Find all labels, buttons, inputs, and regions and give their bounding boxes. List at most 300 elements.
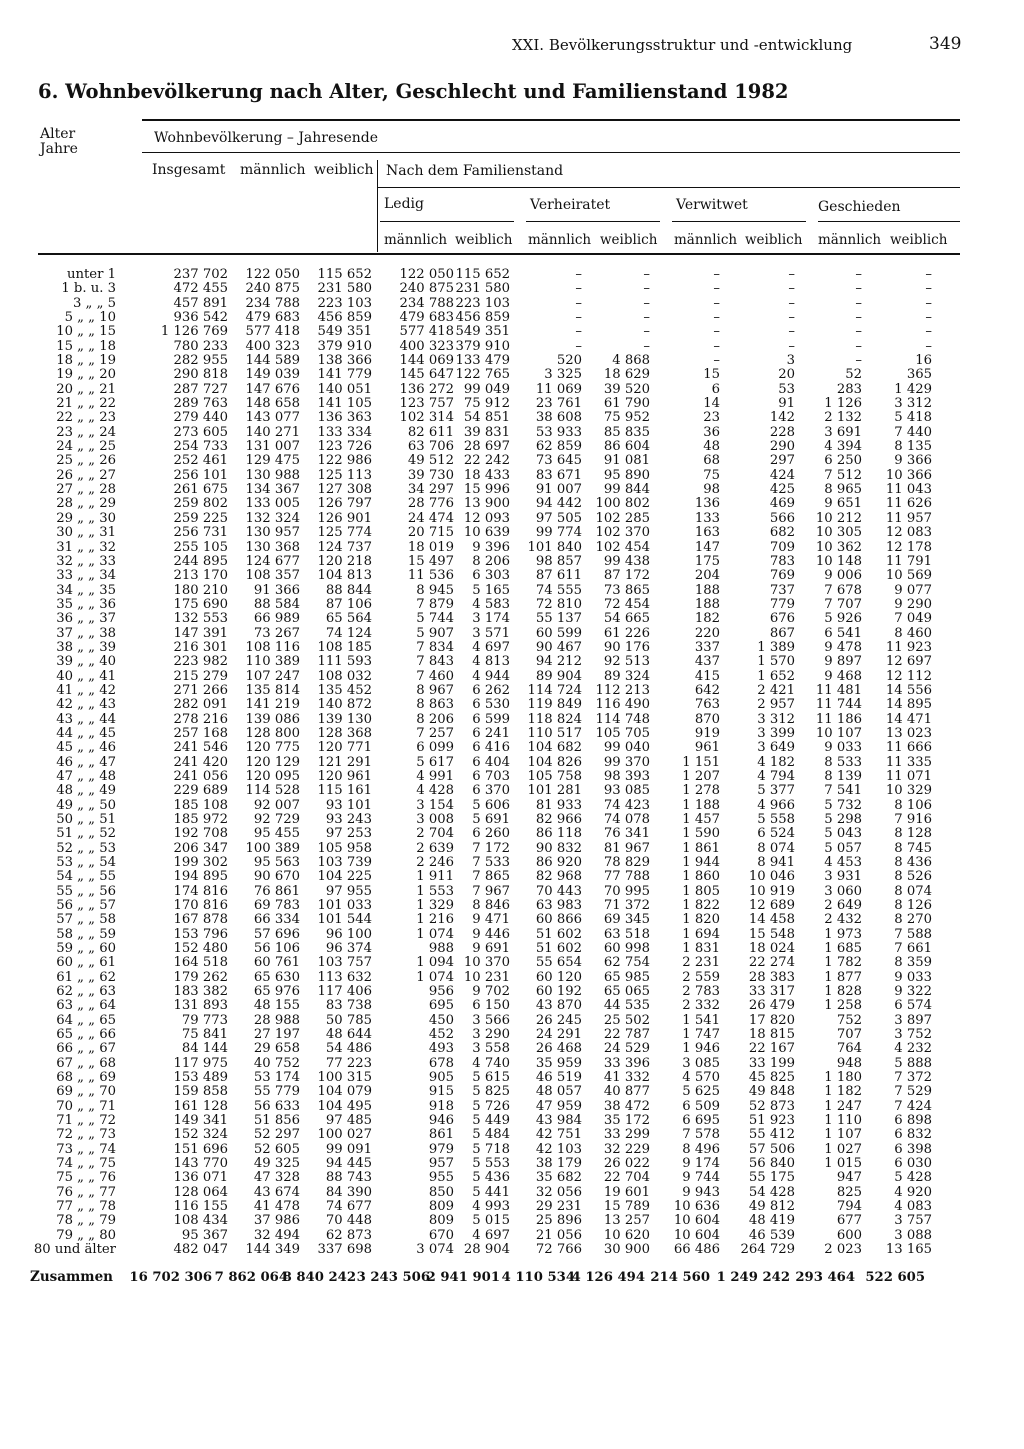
cell-weiblich: 124 737	[317, 539, 372, 555]
cell-weiblich: 83 738	[325, 998, 372, 1014]
cell-ledig-maennlich: 82 611	[407, 424, 454, 440]
cell-ledig-maennlich: 861	[428, 1127, 454, 1143]
cell-ledig-weiblich: 133 479	[455, 353, 510, 368]
age-group-label: 73 „ „ 74	[56, 1141, 116, 1157]
cell-verwitwet-weiblich: 91	[778, 396, 795, 412]
cell-verheiratet-maennlich: 81 933	[535, 797, 582, 813]
cell-ledig-maennlich: 18 019	[407, 539, 454, 555]
cell-verwitwet-weiblich: 566	[769, 510, 795, 526]
cell-verwitwet-maennlich: 188	[694, 582, 720, 598]
cell-ledig-weiblich: 9 471	[472, 912, 510, 928]
cell-verwitwet-maennlich: –	[713, 353, 720, 368]
verheiratet-label: Verheiratet	[530, 197, 611, 213]
cell-weiblich: 70 448	[325, 1213, 372, 1229]
cell-verheiratet-maennlich: 87 611	[535, 568, 582, 584]
cell-verwitwet-maennlich: 1 861	[682, 840, 720, 856]
cell-maennlich: 143 077	[245, 410, 300, 426]
cell-insgesamt: 482 047	[173, 1242, 228, 1258]
cell-verwitwet-weiblich: 55 412	[748, 1127, 795, 1143]
cell-verwitwet-weiblich: 8 941	[757, 854, 795, 870]
cell-verheiratet-weiblich: 25 502	[603, 1012, 650, 1028]
wohnbevoelkerung-label: Wohnbevölkerung – Jahresende	[154, 130, 379, 146]
cell-geschieden-maennlich: 764	[836, 1041, 862, 1057]
cell-geschieden-weiblich: 1 429	[894, 381, 932, 397]
cell-geschieden-maennlich: 9 468	[824, 668, 862, 684]
cell-ledig-weiblich: 10 231	[463, 969, 510, 985]
cell-geschieden-weiblich: 16	[915, 353, 932, 368]
cell-weiblich: 117 406	[317, 984, 372, 999]
cell-verwitwet-maennlich: 7 578	[682, 1127, 720, 1143]
weiblich-label: weiblich	[314, 162, 374, 178]
cell-maennlich: 147 676	[245, 381, 300, 397]
cell-geschieden-maennlich: 1 828	[824, 984, 862, 999]
cell-geschieden-weiblich: 7 372	[894, 1070, 932, 1085]
cell-ledig-weiblich: 6 599	[472, 711, 510, 727]
cell-verheiratet-maennlich: 114 724	[527, 682, 582, 698]
cell-verwitwet-weiblich: 18 024	[748, 941, 795, 956]
cell-geschieden-maennlich: 7 678	[824, 582, 862, 598]
subheading-maennlich: männlich	[528, 232, 592, 248]
cell-insgesamt: 161 128	[173, 1098, 228, 1114]
cell-verwitwet-weiblich: 783	[769, 553, 795, 569]
cell-verwitwet-weiblich: 57 506	[748, 1141, 795, 1157]
cell-geschieden-weiblich: –	[925, 338, 932, 354]
cell-ledig-maennlich: 4 428	[416, 783, 454, 799]
cell-ledig-maennlich: 2 639	[416, 840, 454, 856]
cell-verheiratet-maennlich: 60 120	[535, 969, 582, 985]
cell-geschieden-maennlich: –	[855, 267, 862, 282]
cell-geschieden-weiblich: 3 088	[894, 1227, 932, 1243]
cell-verwitwet-maennlich: 188	[694, 596, 720, 612]
cell-verheiratet-maennlich: 26 245	[535, 1012, 582, 1028]
cell-verwitwet-weiblich: 290	[769, 439, 795, 455]
cell-verwitwet-weiblich: –	[788, 310, 795, 325]
age-group-label: 64 „ „ 65	[56, 1012, 116, 1028]
cell-ledig-maennlich: 1 911	[416, 869, 454, 885]
alter-label: Alter	[40, 126, 76, 142]
cell-ledig-maennlich: 670	[428, 1227, 454, 1243]
cell-verwitwet-maennlich: 919	[694, 725, 720, 741]
cell-verwitwet-maennlich: 15	[703, 367, 720, 383]
cell-ledig-maennlich: 136 272	[399, 381, 454, 397]
cell-ledig-weiblich: 8 846	[472, 898, 510, 913]
cell-maennlich: 40 752	[253, 1055, 300, 1071]
cell-weiblich: 122 986	[317, 453, 372, 469]
cell-maennlich: 41 478	[253, 1199, 300, 1215]
cell-geschieden-weiblich: 8 359	[894, 955, 932, 971]
cell-verwitwet-maennlich: 2 332	[682, 998, 720, 1014]
cell-maennlich: 114 528	[245, 783, 300, 799]
cell-verwitwet-weiblich: 4 794	[757, 768, 795, 784]
age-group-label: 42 „ „ 43	[56, 697, 116, 713]
age-group-label: 61 „ „ 62	[56, 969, 116, 985]
cell-verheiratet-maennlich: 72 766	[535, 1242, 582, 1258]
age-group-label: 80 und älter	[33, 1242, 116, 1258]
cell-verwitwet-maennlich: –	[713, 310, 720, 325]
cell-verheiratet-maennlich: 83 671	[535, 467, 582, 483]
cell-insgesamt: 256 101	[173, 467, 228, 483]
cell-geschieden-maennlich: 1 685	[824, 941, 862, 956]
age-group-label: 38 „ „ 39	[56, 639, 116, 655]
cell-ledig-maennlich: 102 314	[399, 410, 454, 426]
cell-geschieden-maennlich: –	[855, 295, 862, 311]
cell-ledig-weiblich: 231 580	[455, 281, 510, 297]
cell-ledig-maennlich: 122 050	[399, 267, 454, 282]
cell-geschieden-maennlich: 707	[836, 1027, 862, 1042]
cell-ledig-maennlich: 34 297	[407, 482, 454, 498]
cell-geschieden-maennlich: 9 651	[824, 496, 862, 512]
cell-ledig-maennlich: 946	[428, 1113, 454, 1129]
cell-geschieden-weiblich: 6 030	[894, 1156, 932, 1172]
cell-ledig-weiblich: 7 172	[472, 840, 510, 856]
cell-geschieden-weiblich: 10 329	[885, 783, 932, 799]
cell-weiblich: 88 844	[325, 582, 372, 598]
cell-verheiratet-weiblich: 99 040	[603, 740, 650, 756]
cell-weiblich: 138 366	[317, 353, 372, 368]
cell-weiblich: 105 958	[317, 840, 372, 856]
cell-geschieden-maennlich: 11 744	[815, 697, 862, 713]
cell-maennlich: 134 367	[245, 482, 300, 498]
cell-geschieden-weiblich: 4 232	[894, 1041, 932, 1057]
cell-verheiratet-weiblich: –	[643, 324, 650, 340]
cell-verwitwet-weiblich: 425	[769, 482, 795, 498]
cell-maennlich: 47 328	[253, 1170, 300, 1186]
total-verheiratet-maennlich: 4 110 534	[501, 1270, 575, 1285]
cell-verheiratet-maennlich: 43 984	[535, 1113, 582, 1129]
cell-verwitwet-maennlich: 1 207	[682, 768, 720, 784]
cell-weiblich: 126 901	[317, 510, 372, 526]
age-group-label: 78 „ „ 79	[56, 1213, 116, 1229]
cell-ledig-weiblich: 3 558	[472, 1041, 510, 1057]
cell-maennlich: 69 783	[253, 898, 300, 913]
cell-verwitwet-maennlich: 6 695	[682, 1113, 720, 1129]
cell-maennlich: 128 800	[245, 725, 300, 741]
cell-geschieden-weiblich: –	[925, 267, 932, 282]
cell-verheiratet-maennlich: 46 519	[535, 1070, 582, 1085]
cell-insgesamt: 287 727	[173, 381, 228, 397]
cell-weiblich: 125 774	[317, 525, 372, 541]
cell-verwitwet-weiblich: 2 421	[757, 682, 795, 698]
cell-maennlich: 32 494	[253, 1227, 300, 1243]
cell-verheiratet-maennlich: 104 682	[527, 740, 582, 756]
cell-ledig-weiblich: 5 606	[472, 797, 510, 813]
cell-weiblich: 223 103	[317, 295, 372, 311]
total-verheiratet-weiblich: 4 126 494	[571, 1270, 645, 1285]
cell-verwitwet-maennlich: –	[713, 324, 720, 340]
cell-insgesamt: 936 542	[173, 310, 228, 325]
cell-verheiratet-maennlich: 60 866	[535, 912, 582, 928]
cell-verheiratet-maennlich: 118 824	[527, 711, 582, 727]
cell-ledig-maennlich: 7 834	[416, 639, 454, 655]
cell-geschieden-maennlich: 10 107	[815, 725, 862, 741]
top-rule	[142, 119, 960, 121]
cell-geschieden-weiblich: 8 106	[894, 797, 932, 813]
cell-geschieden-maennlich: 1 258	[824, 998, 862, 1014]
cell-geschieden-weiblich: 7 424	[894, 1098, 932, 1114]
cell-geschieden-weiblich: 9 077	[894, 582, 932, 598]
cell-verwitwet-maennlich: 220	[694, 625, 720, 641]
cell-verheiratet-weiblich: 65 065	[603, 984, 650, 999]
cell-ledig-maennlich: 11 536	[407, 568, 454, 584]
cell-geschieden-maennlich: 825	[836, 1184, 862, 1200]
cell-verheiratet-maennlich: –	[575, 295, 582, 311]
cell-ledig-maennlich: 8 945	[416, 582, 454, 598]
cell-geschieden-maennlich: 283	[836, 381, 862, 397]
cell-verwitwet-maennlich: –	[713, 295, 720, 311]
cell-maennlich: 148 658	[245, 396, 300, 412]
cell-verwitwet-weiblich: 54 428	[748, 1184, 795, 1200]
cell-geschieden-maennlich: –	[855, 310, 862, 325]
age-group-label: unter 1	[67, 267, 116, 282]
cell-ledig-maennlich: 850	[428, 1184, 454, 1200]
cell-verwitwet-maennlich: 4 570	[682, 1070, 720, 1085]
cell-geschieden-weiblich: 11 666	[885, 740, 932, 756]
cell-geschieden-maennlich: 3 060	[824, 883, 862, 899]
age-group-label: 72 „ „ 73	[56, 1127, 116, 1143]
cell-ledig-weiblich: 7 533	[472, 854, 510, 870]
cell-geschieden-weiblich: 11 335	[885, 754, 932, 770]
cell-geschieden-weiblich: 6 832	[894, 1127, 932, 1143]
cell-geschieden-weiblich: 10 366	[885, 467, 932, 483]
cell-geschieden-maennlich: 1 782	[824, 955, 862, 971]
cell-weiblich: 104 079	[317, 1084, 372, 1100]
cell-maennlich: 65 630	[253, 969, 300, 985]
age-group-label: 30 „ „ 31	[56, 525, 116, 541]
subheading-weiblich: weiblich	[600, 232, 658, 248]
cell-maennlich: 132 324	[245, 510, 300, 526]
cell-weiblich: 62 873	[325, 1227, 372, 1243]
cell-maennlich: 130 988	[245, 467, 300, 483]
cell-geschieden-maennlich: –	[855, 338, 862, 354]
cell-verheiratet-maennlich: 94 212	[535, 654, 582, 670]
cell-ledig-maennlich: 1 216	[416, 912, 454, 928]
cell-geschieden-weiblich: 8 074	[894, 883, 932, 899]
cell-verheiratet-weiblich: 65 985	[603, 969, 650, 985]
cell-geschieden-weiblich: 11 071	[885, 768, 932, 784]
cell-verwitwet-weiblich: 5 558	[757, 811, 795, 827]
age-group-label: 10 „ „ 15	[56, 324, 116, 340]
cell-ledig-weiblich: 4 697	[472, 1227, 510, 1243]
cell-verwitwet-weiblich: –	[788, 281, 795, 297]
cell-verheiratet-maennlich: 73 645	[535, 453, 582, 469]
cell-ledig-maennlich: 5 744	[416, 611, 454, 627]
cell-ledig-maennlich: 450	[428, 1012, 454, 1028]
cell-verheiratet-maennlich: 98 857	[535, 553, 582, 569]
cell-ledig-maennlich: 955	[428, 1170, 454, 1186]
cell-ledig-weiblich: 9 446	[472, 926, 510, 942]
cell-verheiratet-weiblich: 102 454	[595, 539, 650, 555]
cell-verheiratet-maennlich: 110 517	[527, 725, 582, 741]
cell-verheiratet-weiblich: 73 865	[603, 582, 650, 598]
cell-verwitwet-maennlich: 66 486	[673, 1242, 720, 1258]
cell-geschieden-weiblich: 11 923	[885, 639, 932, 655]
cell-geschieden-weiblich: 13 023	[885, 725, 932, 741]
subheading-weiblich: weiblich	[890, 232, 948, 248]
cell-verwitwet-maennlich: 3 085	[682, 1055, 720, 1071]
age-group-label: 36 „ „ 37	[56, 611, 116, 627]
cell-ledig-maennlich: 452	[428, 1027, 454, 1042]
cell-verwitwet-weiblich: 297	[769, 453, 795, 469]
cell-ledig-weiblich: 5 015	[472, 1213, 510, 1229]
cell-verwitwet-maennlich: 1 278	[682, 783, 720, 799]
cell-geschieden-maennlich: 9 478	[824, 639, 862, 655]
cell-verwitwet-weiblich: 22 167	[748, 1041, 795, 1057]
cell-geschieden-maennlich: 2 649	[824, 898, 862, 913]
cell-geschieden-maennlich: 677	[836, 1213, 862, 1229]
cell-verwitwet-weiblich: 28 383	[748, 969, 795, 985]
cell-ledig-maennlich: 145 647	[399, 367, 454, 383]
cell-insgesamt: 282 955	[173, 353, 228, 368]
cell-ledig-weiblich: 5 436	[472, 1170, 510, 1186]
cell-geschieden-weiblich: 7 588	[894, 926, 932, 942]
cell-weiblich: 549 351	[317, 324, 372, 340]
cell-ledig-weiblich: 5 165	[472, 582, 510, 598]
cell-verwitwet-weiblich: 709	[769, 539, 795, 555]
cell-verwitwet-weiblich: 142	[769, 410, 795, 426]
cell-geschieden-maennlich: 4 394	[824, 439, 862, 455]
cell-insgesamt: 75 841	[181, 1027, 228, 1042]
cell-geschieden-maennlich: 3 931	[824, 869, 862, 885]
cell-geschieden-maennlich: 5 732	[824, 797, 862, 813]
cell-maennlich: 135 814	[245, 682, 300, 698]
cell-ledig-maennlich: 144 069	[399, 353, 454, 368]
cell-verheiratet-maennlich: 101 281	[527, 783, 582, 799]
cell-ledig-maennlich: 2 246	[416, 854, 454, 870]
cell-insgesamt: 152 480	[173, 941, 228, 956]
cell-maennlich: 144 349	[245, 1242, 300, 1258]
cell-geschieden-weiblich: 6 898	[894, 1113, 932, 1129]
cell-verheiratet-weiblich: 69 345	[603, 912, 650, 928]
cell-ledig-weiblich: 4 944	[472, 668, 510, 684]
cell-geschieden-maennlich: 752	[836, 1012, 862, 1028]
cell-ledig-weiblich: 75 912	[463, 396, 510, 412]
cell-maennlich: 122 050	[245, 267, 300, 282]
cell-verwitwet-maennlich: 961	[694, 740, 720, 756]
cell-geschieden-maennlich: 1 027	[824, 1141, 862, 1157]
cell-verheiratet-weiblich: 71 372	[603, 898, 650, 913]
cell-maennlich: 120 129	[245, 754, 300, 770]
cell-verwitwet-weiblich: 469	[769, 496, 795, 512]
cell-verwitwet-maennlich: 175	[694, 553, 720, 569]
cell-verheiratet-weiblich: 15 789	[603, 1199, 650, 1215]
cell-verwitwet-maennlich: 1 151	[682, 754, 720, 770]
cell-weiblich: 456 859	[317, 310, 372, 325]
cell-insgesamt: 1 126 769	[160, 324, 228, 340]
cell-verwitwet-weiblich: –	[788, 338, 795, 354]
cell-geschieden-maennlich: 7 707	[824, 596, 862, 612]
cell-verwitwet-maennlich: 1 946	[682, 1041, 720, 1057]
cell-verheiratet-maennlich: 62 859	[535, 439, 582, 455]
cell-ledig-weiblich: 4 813	[472, 654, 510, 670]
age-group-label: 35 „ „ 36	[56, 596, 116, 612]
cell-verheiratet-weiblich: 33 396	[603, 1055, 650, 1071]
cell-geschieden-maennlich: 1 973	[824, 926, 862, 942]
cell-geschieden-maennlich: 1 015	[824, 1156, 862, 1172]
cell-verheiratet-weiblich: 77 788	[603, 869, 650, 885]
cell-verheiratet-maennlich: 90 832	[535, 840, 582, 856]
cell-ledig-maennlich: 3 154	[416, 797, 454, 813]
cell-ledig-weiblich: 5 615	[472, 1070, 510, 1085]
cell-geschieden-maennlich: 2 023	[824, 1242, 862, 1258]
cell-verwitwet-maennlich: 6	[711, 381, 720, 397]
cell-verheiratet-weiblich: 40 877	[603, 1084, 650, 1100]
cell-weiblich: 93 243	[325, 811, 372, 827]
cell-verwitwet-weiblich: 3 399	[757, 725, 795, 741]
cell-verwitwet-maennlich: –	[713, 338, 720, 354]
cell-verheiratet-maennlich: 97 505	[535, 510, 582, 526]
cell-weiblich: 88 743	[325, 1170, 372, 1186]
cell-ledig-maennlich: 2 704	[416, 826, 454, 842]
cell-geschieden-weiblich: 4 920	[894, 1184, 932, 1200]
cell-ledig-maennlich: 1 094	[416, 955, 454, 971]
cell-verwitwet-maennlich: 36	[703, 424, 720, 440]
cell-insgesamt: 216 301	[173, 639, 228, 655]
cell-maennlich: 130 368	[245, 539, 300, 555]
cell-verwitwet-weiblich: 5 377	[757, 783, 795, 799]
cell-verwitwet-weiblich: 22 274	[748, 955, 795, 971]
cell-geschieden-maennlich: –	[855, 353, 862, 368]
age-group-label: 34 „ „ 35	[56, 582, 116, 598]
cell-verheiratet-weiblich: 26 022	[603, 1156, 650, 1172]
cell-insgesamt: 153 489	[173, 1070, 228, 1085]
cell-ledig-maennlich: 49 512	[407, 453, 454, 469]
age-group-label: 60 „ „ 61	[56, 955, 116, 971]
cell-geschieden-maennlich: 947	[836, 1170, 862, 1186]
cell-maennlich: 141 219	[245, 697, 300, 713]
age-group-label: 19 „ „ 20	[56, 367, 116, 383]
cell-verwitwet-weiblich: 26 479	[748, 998, 795, 1014]
cell-geschieden-maennlich: 5 043	[824, 826, 862, 842]
geschieden-rule	[818, 221, 960, 222]
cell-verheiratet-weiblich: 99 844	[603, 482, 650, 498]
cell-verwitwet-weiblich: 3 312	[757, 711, 795, 727]
cell-verheiratet-maennlich: 82 968	[535, 869, 582, 885]
cell-verheiratet-weiblich: 93 085	[603, 783, 650, 799]
cell-weiblich: 135 452	[317, 682, 372, 698]
cell-ledig-weiblich: 549 351	[455, 324, 510, 340]
cell-maennlich: 91 366	[253, 582, 300, 598]
cell-weiblich: 108 185	[317, 639, 372, 655]
cell-verheiratet-maennlich: 43 870	[535, 998, 582, 1014]
cell-verwitwet-weiblich: 4 966	[757, 797, 795, 813]
cell-verwitwet-weiblich: 676	[769, 611, 795, 627]
cell-verwitwet-maennlich: 75	[703, 467, 720, 483]
cell-ledig-weiblich: 9 691	[472, 941, 510, 956]
cell-verheiratet-maennlich: 55 137	[535, 611, 582, 627]
ledig-label: Ledig	[384, 196, 424, 212]
cell-geschieden-weiblich: 6 398	[894, 1141, 932, 1157]
cell-geschieden-weiblich: 12 112	[885, 668, 932, 684]
cell-geschieden-weiblich: 11 791	[885, 553, 932, 569]
cell-insgesamt: 180 210	[173, 582, 228, 598]
cell-verwitwet-maennlich: 1 457	[682, 811, 720, 827]
cell-geschieden-maennlich: 6 541	[824, 625, 862, 641]
cell-verwitwet-maennlich: 14	[703, 396, 720, 412]
cell-verwitwet-weiblich: 14 458	[748, 912, 795, 928]
cell-verwitwet-weiblich: 769	[769, 568, 795, 584]
cell-geschieden-weiblich: –	[925, 310, 932, 325]
cell-insgesamt: 278 216	[173, 711, 228, 727]
age-group-label: 21 „ „ 22	[56, 396, 116, 412]
age-group-label: 1 b. u. 3	[61, 281, 116, 297]
cell-verwitwet-weiblich: 33 317	[748, 984, 795, 999]
cell-insgesamt: 151 696	[173, 1141, 228, 1157]
cell-verheiratet-maennlich: –	[575, 338, 582, 354]
cell-verheiratet-maennlich: 29 231	[535, 1199, 582, 1215]
cell-weiblich: 108 032	[317, 668, 372, 684]
total-maennlich: 7 862 064	[214, 1270, 288, 1285]
age-group-label: 29 „ „ 30	[56, 510, 116, 526]
